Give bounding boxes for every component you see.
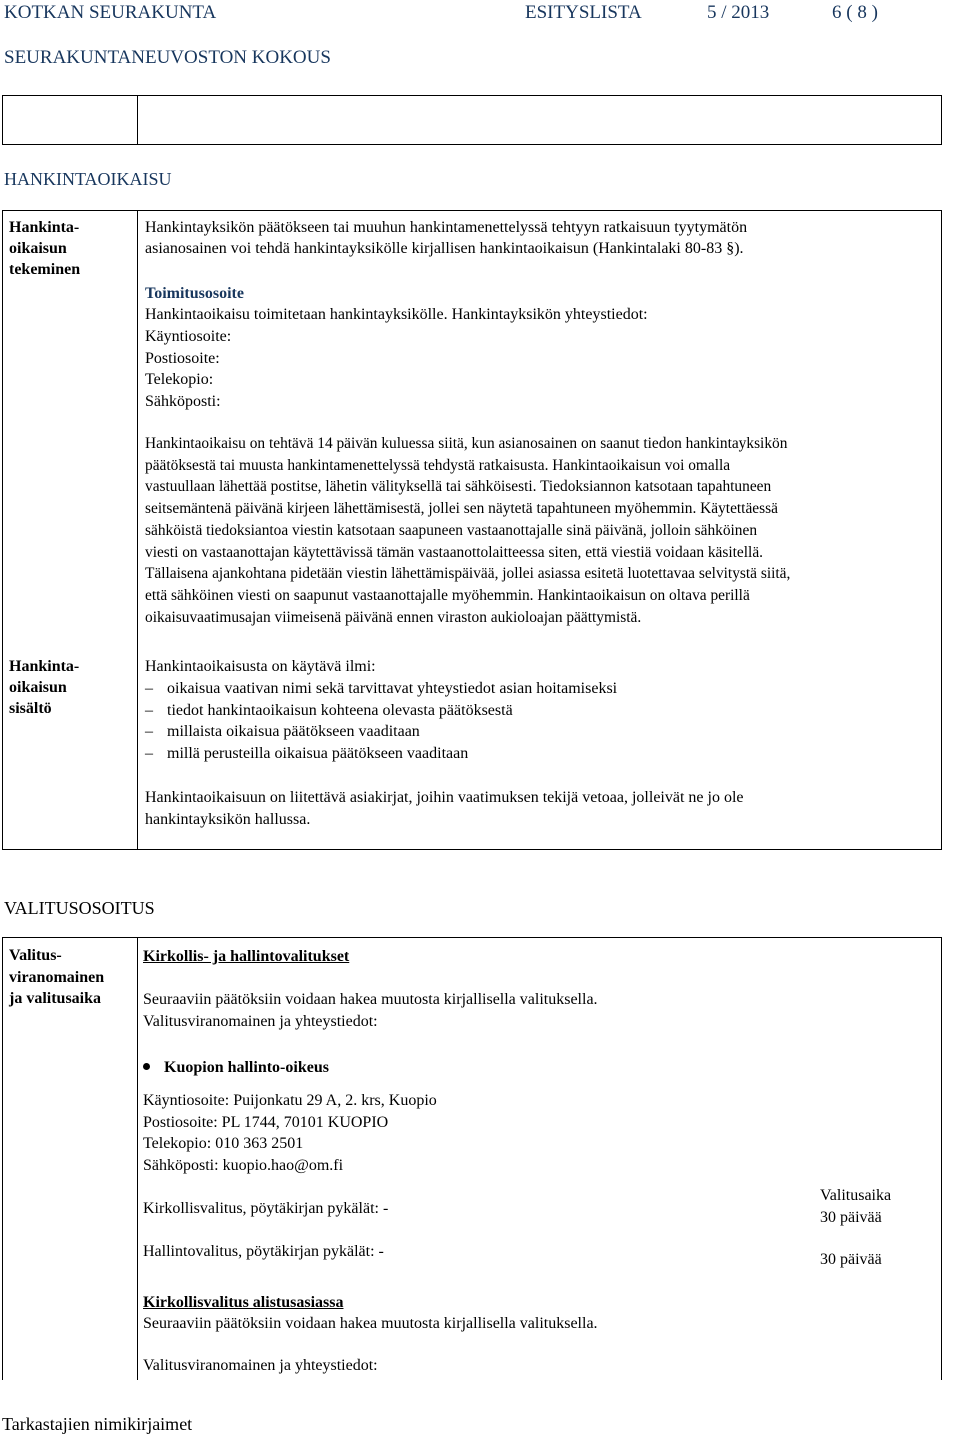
- valitus-column-divider: [137, 937, 138, 1380]
- authority-contacts: [143, 1090, 437, 1177]
- paragraph-line: Hankintaoikaisu on tehtävä 14 päivän kuluessa siitä, kun asianosainen on saanut tiedon hankintayksikön: [145, 435, 788, 452]
- list-item: – oikaisua vaativan nimi sekä tarvittavat yhteystiedot asian hoitamiseksi: [145, 678, 617, 700]
- sidebar-tekeminen: [9, 217, 80, 280]
- valitus-heading: Kirkollis- ja hallintovalitukset: [143, 948, 350, 965]
- paragraph-line: Tällaisena ajankohtana pidetään viestin lähettämispäivää, jollei asiassa esitetä luotettavaa selvitystä siitä,: [145, 565, 791, 583]
- paragraph-line: seitsemäntenä päivänä kirjeen lähettämisestä, jollei sen näytetä tapahtuneen myöhemmin. Käytettäessä: [145, 500, 778, 518]
- contact-labels: [145, 326, 231, 412]
- list-item: – millaista oikaisua päätökseen vaaditaan: [145, 721, 617, 743]
- alistus-contact: Valitusviranomainen ja yhteystiedot:: [143, 1357, 378, 1374]
- valitus-intro: [143, 989, 598, 1033]
- contact-label: Telekopio:: [145, 371, 214, 388]
- contact-label: Sähköposti:: [145, 392, 221, 410]
- kirkollisvalitus-line: Kirkollisvalitus, pöytäkirjan pykälät: -: [143, 1200, 389, 1217]
- content-heading: Hankintaoikaisusta on käytävä ilmi:: [145, 658, 376, 675]
- sidebar-sisalto: [9, 656, 79, 719]
- paragraph-line: hankintayksikön hallussa.: [145, 810, 311, 828]
- intro-line: asianosainen voi tehdä hankintayksikölle kirjallisen hankintaoikaisun (Hankintalaki 80-83 §).: [145, 240, 744, 257]
- paragraph-line: että sähköinen viesti on saapunut vastaanottajalle myöhemmin. Hankintaoikaisun on oltava perillä: [145, 586, 750, 604]
- sidebar-line: Hankinta-: [9, 658, 80, 675]
- valitusaika-value-2: 30 päivää: [820, 1251, 882, 1268]
- intro-line: Hankintayksikön päätökseen tai muuhun hankintamenettelyssä tehtyyn ratkaisuun tyytymätön: [145, 219, 748, 236]
- alistus-line: Seuraaviin päätöksiin voidaan hakea muutosta kirjallisella valituksella.: [143, 1315, 598, 1332]
- sidebar-line: Hankinta-: [9, 219, 80, 236]
- contact-line: Sähköposti: kuopio.hao@om.fi: [143, 1157, 344, 1175]
- document-number: 5 / 2013: [707, 2, 770, 23]
- valitusaika-label: Valitusaika: [820, 1187, 892, 1204]
- paragraph-line: päätöksestä tai muusta hankintamenettelyssä tehdystä ratkaisusta. Hankintaoikaisun voi omalla: [145, 456, 731, 474]
- sidebar-line: sisältö: [9, 700, 52, 717]
- document-type: ESITYSLISTA: [525, 2, 642, 23]
- sidebar-valitusaika: [9, 945, 104, 1010]
- org-name: KOTKAN SEURAKUNTA: [4, 2, 217, 23]
- toimitus-line: Hankintaoikaisu toimitetaan hankintayksikölle. Hankintayksikön yhteystiedot:: [145, 306, 648, 323]
- paragraph-line: vastuullaan lähettää postitse, lähetin välityksellä tai sähköisesti. Tiedoksiannon katsotaan tapahtuneen: [145, 478, 772, 496]
- valitus-table-top: [2, 937, 942, 938]
- sidebar-line: oikaisun: [9, 240, 67, 257]
- authority-bullet: [143, 1057, 329, 1079]
- hankintaoikaisu-column-divider: [137, 210, 138, 850]
- content-list: [145, 678, 617, 765]
- paragraph-line: oikaisuvaatimusajan viimeisenä päivänä ennen viraston aukioloajan päättymistä.: [145, 608, 642, 626]
- intro-line: Valitusviranomainen ja yhteystiedot:: [143, 1013, 378, 1030]
- contact-line: Käyntiosoite: Puijonkatu 29 A, 2. krs, Kuopio: [143, 1092, 437, 1109]
- sidebar-line: Valitus-: [9, 947, 62, 964]
- paragraph-line: sähköistä tiedoksiantoa viestin katsotaan saapuneen vastaanottajalle sinä päivänä, jolloin sähköinen: [145, 521, 758, 539]
- bullet-icon: [143, 1063, 150, 1070]
- deadline-paragraph: [145, 433, 935, 628]
- empty-header-table: [2, 95, 942, 145]
- hallintovalitus-line: Hallintovalitus, pöytäkirjan pykälät: -: [143, 1243, 384, 1260]
- section-title-hankintaoikaisu: HANKINTAOIKAISU: [4, 169, 172, 189]
- contact-line: Postiosoite: PL 1744, 70101 KUOPIO: [143, 1113, 389, 1131]
- valitusaika-value-1: 30 päivää: [820, 1209, 882, 1226]
- meeting-title: SEURAKUNTANEUVOSTON KOKOUS: [4, 47, 331, 68]
- alistus-heading: Kirkollisvalitus alistusasiassa: [143, 1294, 344, 1311]
- paragraph-line: Hankintaoikaisuun on liitettävä asiakirjat, joihin vaatimuksen tekijä vetoaa, jolleivät ne jo ole: [145, 789, 744, 806]
- attachments-paragraph: [145, 787, 744, 830]
- hankintaoikaisu-intro: [145, 217, 935, 259]
- list-item: – tiedot hankintaoikaisun kohteena olevasta päätöksestä: [145, 700, 617, 722]
- empty-header-divider: [137, 95, 138, 145]
- sidebar-line: ja valitusaika: [9, 990, 102, 1007]
- contact-label: Käyntiosoite:: [145, 328, 232, 345]
- paragraph-line: viesti on vastaanottajan käytettävissä tämän vastaanottolaitteessa siten, että viestiä voidaan käsitellä.: [145, 543, 763, 561]
- sidebar-line: tekeminen: [9, 261, 81, 278]
- contact-line: Telekopio: 010 363 2501: [143, 1135, 304, 1153]
- sidebar-line: viranomainen: [9, 968, 105, 986]
- valitus-table-left: [2, 937, 3, 1380]
- authority-name: Kuopion hallinto-oikeus: [164, 1059, 329, 1076]
- list-item: – millä perusteilla oikaisua päätökseen vaaditaan: [145, 743, 617, 765]
- contact-label: Postiosoite:: [145, 349, 220, 367]
- intro-line: Seuraaviin päätöksiin voidaan hakea muutosta kirjallisella valituksella.: [143, 991, 598, 1008]
- section-title-valitusosoitus: VALITUSOSOITUS: [4, 898, 155, 918]
- sidebar-line: oikaisun: [9, 679, 67, 696]
- page-number: 6 ( 8 ): [832, 2, 878, 23]
- valitus-table-right: [941, 937, 942, 1380]
- signature-label: Tarkastajien nimikirjaimet: [2, 1414, 193, 1434]
- toimitusosoite-heading: Toimitusosoite: [145, 285, 244, 302]
